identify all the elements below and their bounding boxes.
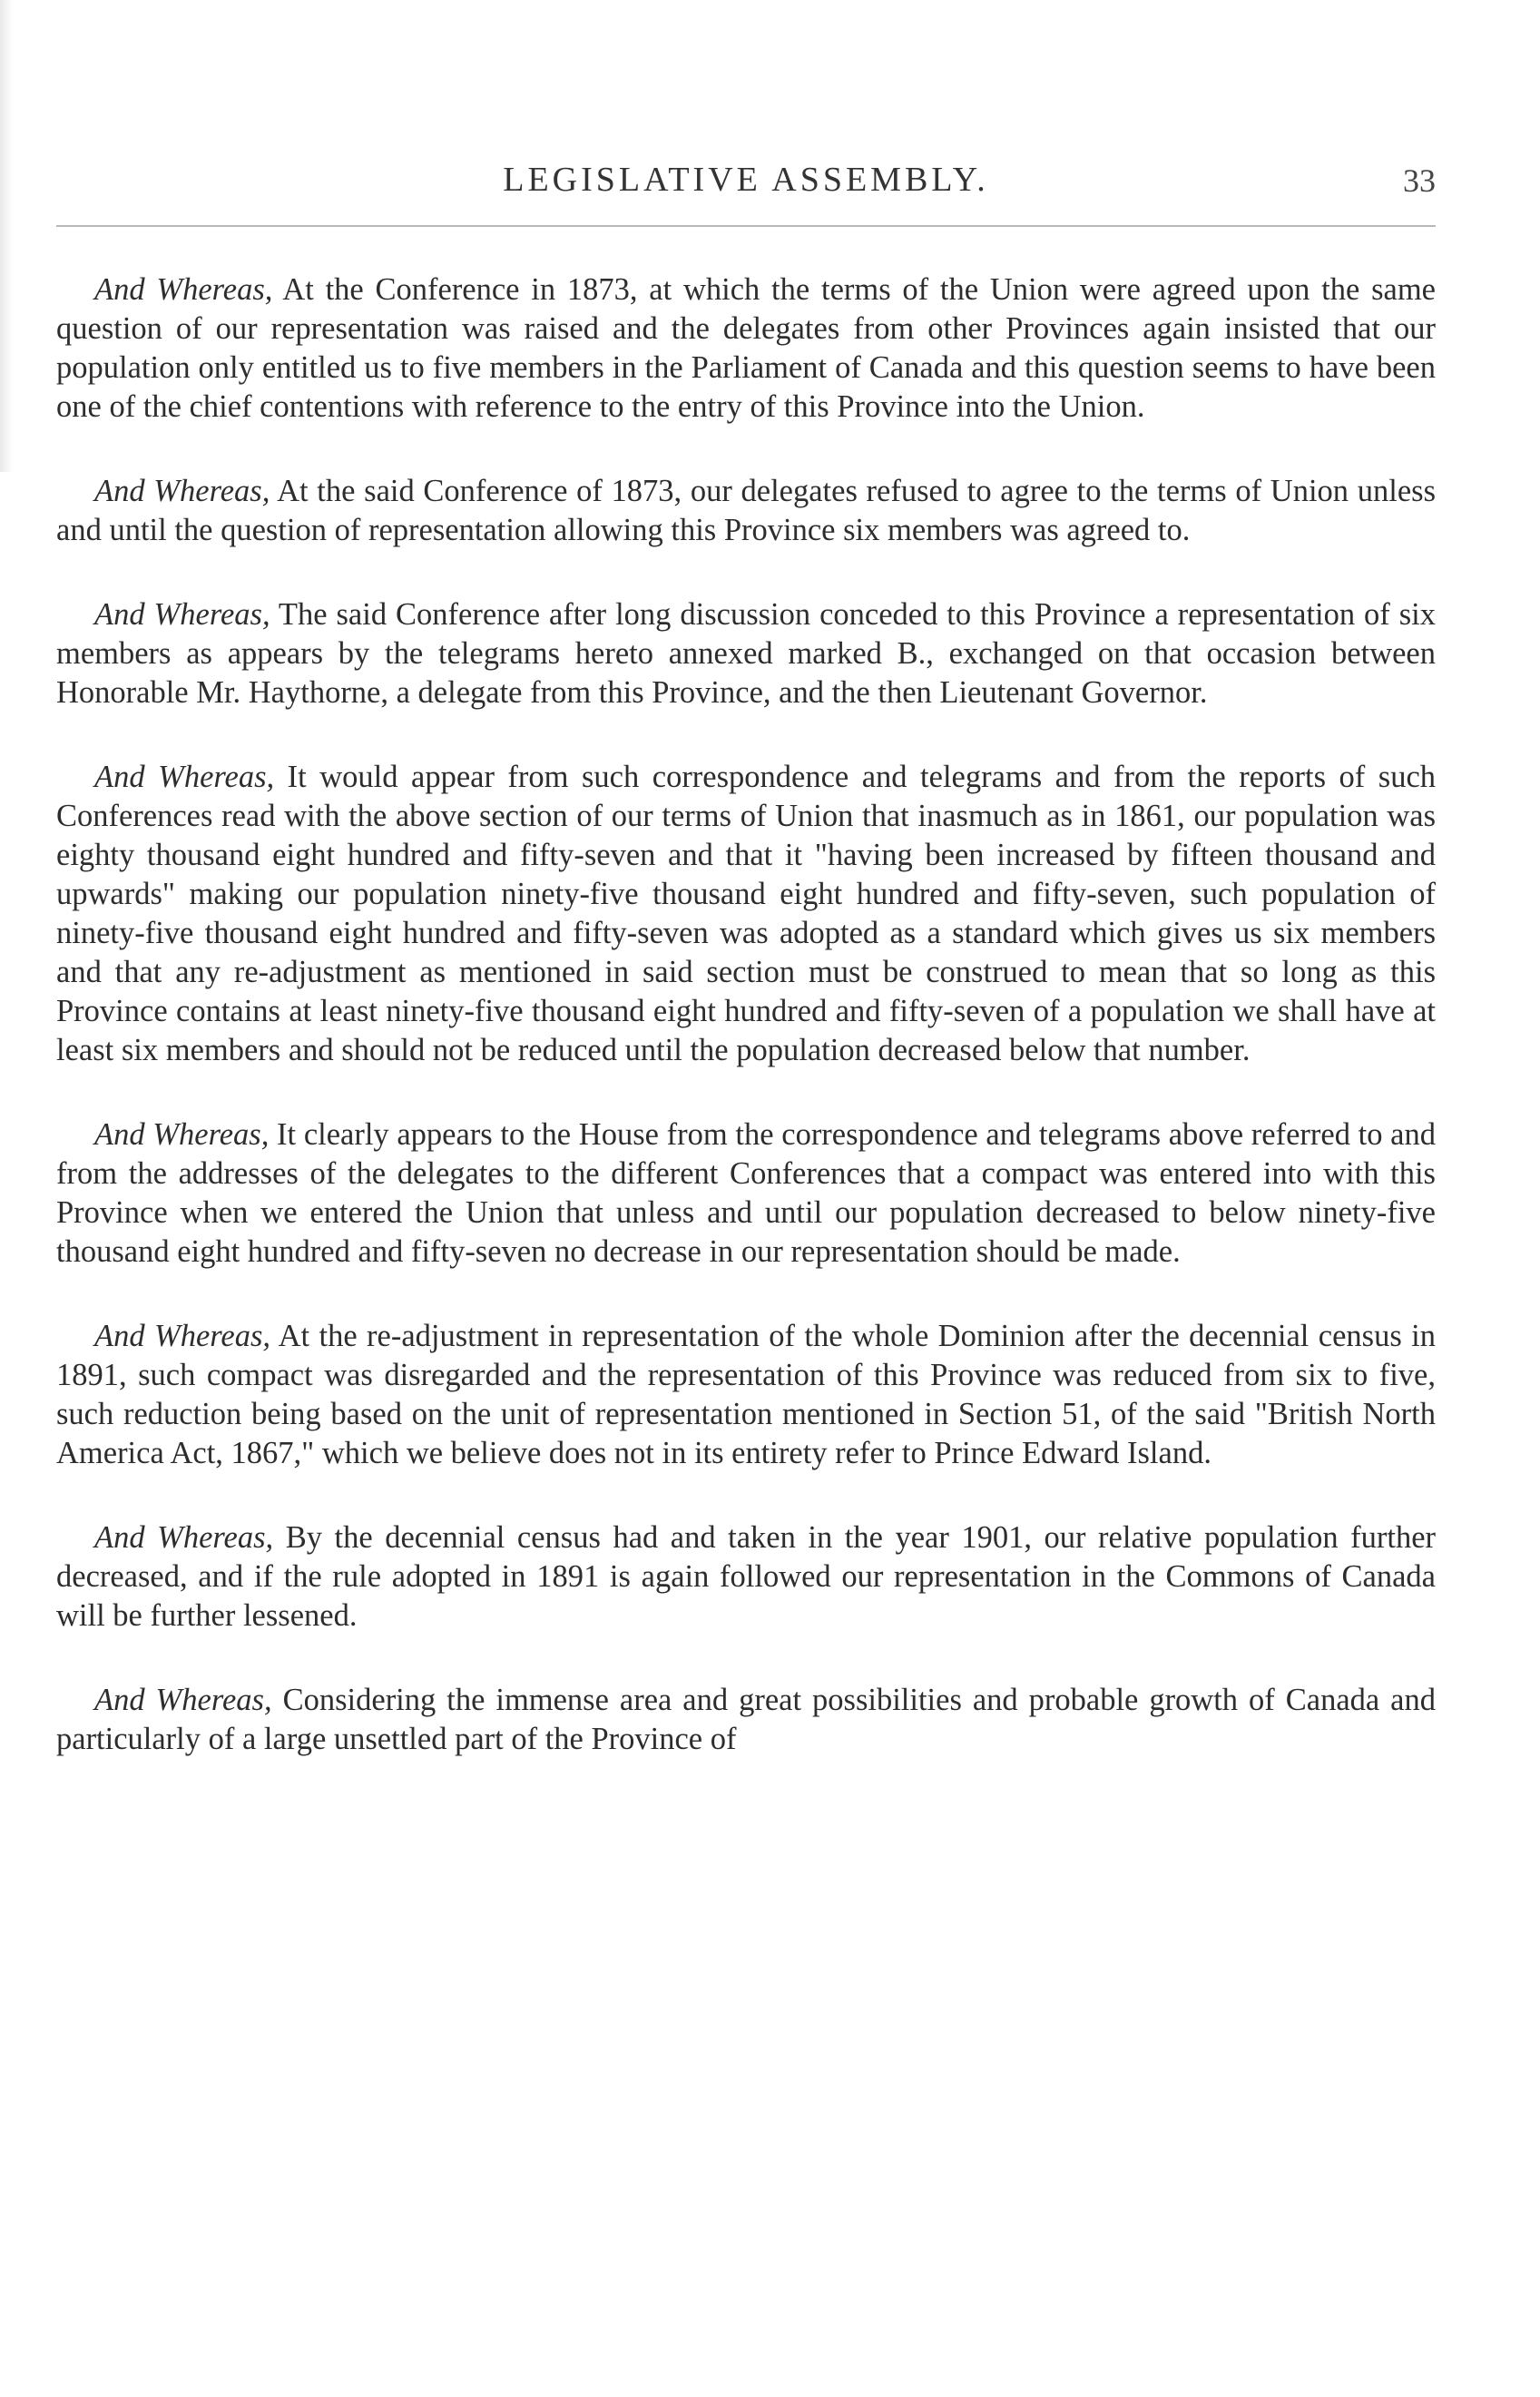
paragraph-lead: And Whereas, [94,1319,271,1353]
paragraph-7 [56,1518,1436,1636]
page-header [56,154,1436,209]
paragraph-8 [56,1681,1436,1759]
paragraph-text: At the Conference in 1873, at which the terms of the Union were agreed upon the same question of our representation was raised and the delegates from other Provinces again insisted that our population only entitled us to five members in the Parliament of Canada and this question seems to have been one of the chief contentions with reference to the entry of this Province into the Union. [56,272,1436,424]
page-number: 33 [1403,162,1436,199]
body-text [56,270,1436,1804]
paragraph-1 [56,270,1436,427]
paragraph-lead: And Whereas, [94,474,270,508]
paragraph-2 [56,472,1436,550]
paragraph-text: It clearly appears to the House from the correspondence and telegrams above referred to and from the addresses of the delegates to the different Conferences that a compact was entered into with this Province when we entered the Union that unless and until our population decreased to below ninety-five thousand eight hundred and fifty-seven no decrease in our representation should be made. [56,1117,1436,1269]
paragraph-lead: And Whereas, [94,760,275,794]
paragraph-text: Considering the immense area and great possibilities and probable growth of Canada and particularly of a large unsettled part of the Province of [56,1683,1436,1756]
header-rule [56,225,1436,227]
paragraph-text: At the said Conference of 1873, our delegates refused to agree to the terms of Union unless and until the question of representation allowing this Province six members was agreed to. [56,474,1436,547]
paragraph-6 [56,1317,1436,1473]
paragraph-5 [56,1115,1436,1272]
paragraph-text: By the decennial census had and taken in the year 1901, our relative population further decreased, and if the rule adopted in 1891 is again followed our representation in the Commons of Canada will be further lessened. [56,1520,1436,1633]
paragraph-4 [56,758,1436,1070]
scan-edge-shadow [0,0,13,472]
paragraph-text: The said Conference after long discussion conceded to this Province a representation of six members as appears by the telegrams hereto annexed marked B., exchanged on that occasion between Honorable Mr. Haythorne, a delegate from this Province, and the then Lieutenant Governor. [56,597,1437,710]
paragraph-lead: And Whereas, [94,597,270,632]
paragraph-lead: And Whereas, [94,1117,270,1152]
paragraph-3 [56,595,1436,712]
paragraph-text: At the re-adjustment in representation of the whole Dominion after the decennial census in 1891, such compact was disregarded and the representation of this Province was reduced from six to five, such reduction being based on the unit of representation mentioned in Section 51, of the said "British North America Act, 1867," which we believe does not in its entirety refer to Prince Edward Island. [56,1319,1436,1470]
paragraph-lead: And Whereas, [94,1683,272,1717]
paragraph-text: It would appear from such correspondence and telegrams and from the reports of such Conferences read with the above section of our terms of Union that inasmuch as in 1861, our population was eighty thousand eight hundred and fifty-seven and that it "having been increased by fifteen thousand and upwards" making our population ninety-five thousand eight hundred and fifty-seven, such population of ninety-five thousand eight hundred and fifty-seven was adopted as a standard which gives us six members and that any re-adjustment as mentioned in said section must be construed to mean that so long as this Province contains at least ninety-five thousand eight hundred and fifty-seven of a population we shall have at least six members and should not be reduced until the population decreased below that number. [56,760,1437,1067]
paragraph-lead: And Whereas, [94,1520,274,1555]
running-head: LEGISLATIVE ASSEMBLY. [503,161,989,199]
paragraph-lead: And Whereas, [94,272,273,307]
